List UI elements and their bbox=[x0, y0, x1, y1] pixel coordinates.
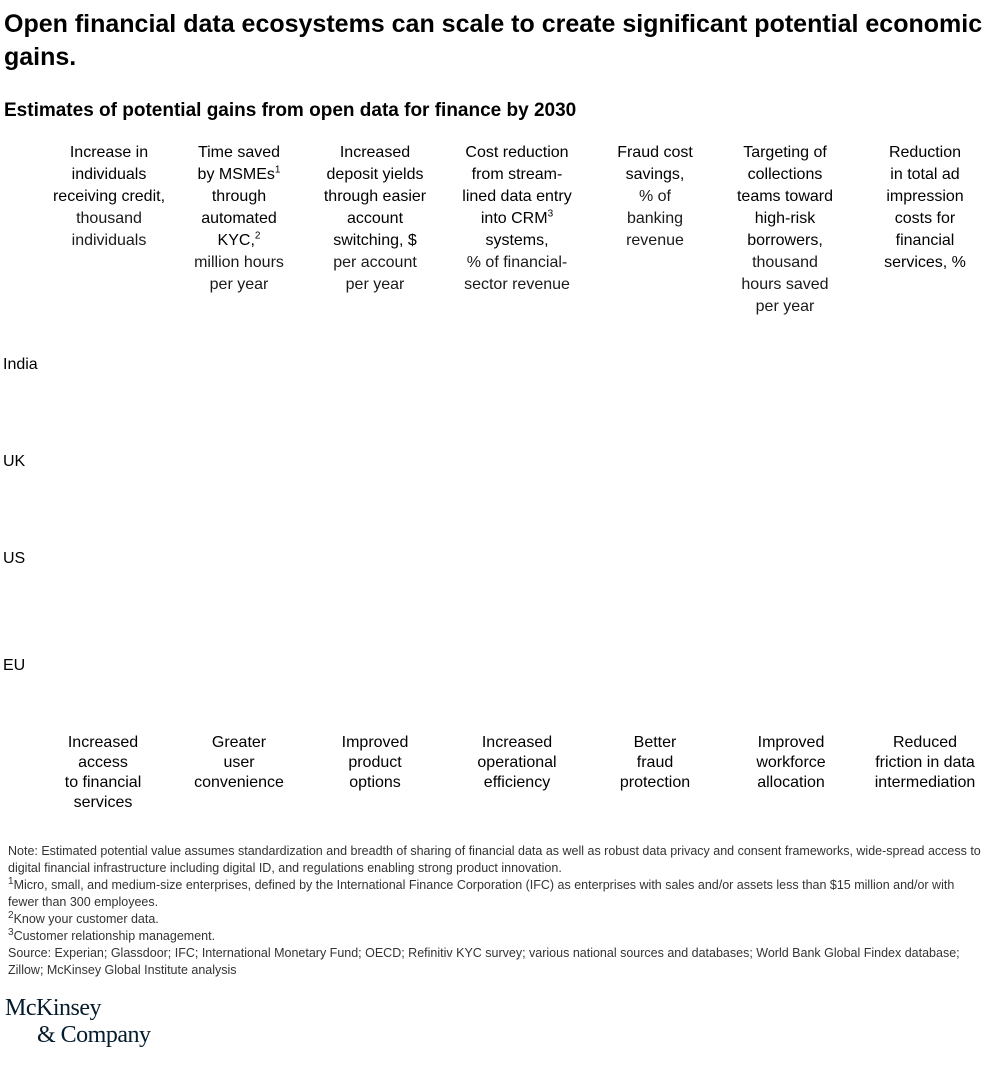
category-line: access bbox=[78, 754, 128, 771]
column-category-6 bbox=[741, 733, 841, 793]
category-line: Reduced bbox=[892, 734, 958, 751]
category-line: friction in data bbox=[875, 754, 975, 771]
row-label-uk: UK bbox=[3, 453, 26, 470]
column-metric-line: Fraud cost bbox=[617, 144, 693, 161]
column-unit-line: hours saved bbox=[741, 276, 829, 293]
column-metric-line: by MSMEs$^1$ bbox=[197, 164, 281, 183]
logo-line-2: & Company bbox=[37, 1022, 151, 1048]
column-category-2 bbox=[184, 733, 294, 793]
category-line: user bbox=[223, 754, 255, 771]
column-header-1 bbox=[34, 142, 184, 252]
column-category-3 bbox=[320, 733, 430, 793]
category-line: Increased bbox=[67, 734, 139, 751]
column-metric-line: savings, bbox=[625, 166, 685, 183]
category-line: options bbox=[349, 774, 401, 791]
column-header-3 bbox=[310, 142, 440, 296]
column-unit-line: per year bbox=[209, 276, 269, 293]
category-line: efficiency bbox=[483, 774, 551, 791]
category-line: Greater bbox=[211, 734, 267, 751]
category-line: protection bbox=[619, 774, 691, 791]
footnote-3: $^3$Customer relationship management. bbox=[8, 926, 216, 943]
column-unit-line: individuals bbox=[71, 232, 147, 249]
column-metric-line: Increased bbox=[339, 144, 411, 161]
column-header-6 bbox=[720, 142, 850, 318]
category-line: Improved bbox=[341, 734, 409, 751]
column-header-2 bbox=[179, 142, 299, 296]
column-metric-line: Cost reduction bbox=[465, 144, 569, 161]
column-metric-line: Reduction bbox=[888, 144, 962, 161]
column-unit-line: thousand bbox=[752, 254, 818, 271]
column-metric-line: from stream- bbox=[471, 166, 563, 183]
logo-line-1: McKinsey bbox=[5, 995, 101, 1021]
column-category-7 bbox=[860, 733, 990, 793]
column-unit-line: revenue bbox=[626, 232, 684, 249]
column-metric-line: receiving credit, bbox=[52, 188, 166, 205]
column-unit-line: % of bbox=[638, 188, 671, 205]
category-line: intermediation bbox=[874, 774, 976, 791]
column-unit-line: million hours bbox=[194, 254, 284, 271]
category-line: workforce bbox=[756, 754, 826, 771]
column-metric-line: KYC,$^2$ bbox=[217, 230, 261, 249]
column-category-5 bbox=[605, 733, 705, 793]
column-metric-line: Time saved bbox=[197, 144, 281, 161]
column-metric-line: financial bbox=[895, 232, 955, 249]
column-metric-line: high-risk bbox=[754, 210, 816, 227]
column-header-7 bbox=[865, 142, 985, 274]
column-metric-line: collections bbox=[747, 166, 823, 183]
mckinsey-logo bbox=[5, 995, 151, 1049]
chart-title: Estimates of potential gains from open data for finance by 2030 bbox=[4, 100, 577, 121]
footnote-marker: 2 bbox=[254, 230, 261, 242]
column-metric-line: automated bbox=[201, 210, 277, 227]
column-metric-line: Targeting of bbox=[743, 144, 827, 161]
column-header-5 bbox=[600, 142, 710, 252]
column-unit-line: banking bbox=[626, 210, 684, 227]
source-text: Source: Experian; Glassdoor; IFC; International Monetary Fund; OECD; Refinitiv KYC survey; various national sources and databases; World Bank Global Findex database; Zillow; McKinsey Global Institute analysis bbox=[8, 946, 960, 977]
row-label-us: US bbox=[3, 550, 26, 567]
column-metric-line: impression bbox=[886, 188, 964, 205]
column-unit-line: thousand bbox=[76, 210, 142, 227]
column-metric-line: Increase in bbox=[69, 144, 149, 161]
column-metric-line: in total ad bbox=[890, 166, 960, 183]
headline: Open financial data ecosystems can scale to create significant potential economic gains. bbox=[4, 10, 983, 71]
footnote-marker: 1 bbox=[274, 164, 281, 176]
category-line: Increased bbox=[481, 734, 553, 751]
column-category-1 bbox=[48, 733, 158, 813]
column-metric-line: individuals bbox=[71, 166, 147, 183]
column-metric-line: borrowers, bbox=[747, 232, 823, 249]
category-line: fraud bbox=[636, 754, 674, 771]
footnotes bbox=[8, 843, 983, 979]
category-line: convenience bbox=[194, 774, 284, 791]
category-line: allocation bbox=[757, 774, 825, 791]
column-header-4 bbox=[447, 142, 587, 296]
column-metric-line: systems, bbox=[485, 232, 549, 249]
category-line: product bbox=[348, 754, 402, 771]
row-label-india: India bbox=[3, 356, 38, 373]
column-metric-line: teams toward bbox=[736, 188, 834, 205]
column-metric-line: services, % bbox=[884, 254, 966, 271]
category-line: services bbox=[73, 794, 133, 811]
footnote-1: $^1$Micro, small, and medium-size enterprises, defined by the International Finance Corporation (IFC) as enterprises with sales and/or assets less than $15 million and/or with fewer than 300 employees. bbox=[8, 875, 955, 909]
category-line: Better bbox=[633, 734, 677, 751]
column-unit-line: per account bbox=[333, 254, 417, 271]
column-unit-line: per year bbox=[755, 298, 815, 315]
column-metric-line: deposit yields bbox=[326, 166, 424, 183]
column-metric-line: switching, $ bbox=[333, 232, 417, 249]
category-line: operational bbox=[477, 754, 557, 771]
category-line: Improved bbox=[757, 734, 825, 751]
column-metric-line: costs for bbox=[894, 210, 956, 227]
footnote-marker: 3 bbox=[547, 208, 554, 220]
column-unit-line: per year bbox=[345, 276, 405, 293]
column-metric-line: through easier bbox=[323, 188, 427, 205]
column-category-4 bbox=[457, 733, 577, 793]
row-label-eu: EU bbox=[3, 657, 26, 674]
category-line: to financial bbox=[64, 774, 142, 791]
footnote-2: $^2$Know your customer data. bbox=[8, 909, 159, 926]
note-text: Note: Estimated potential value assumes standardization and breadth of sharing of financial data as well as robust data privacy and consent frameworks, wide-spread access to digital financial infrastructure including digital ID, and regulations enabling strong product innovation. bbox=[8, 844, 981, 875]
column-metric-line: into CRM$^3$ bbox=[480, 208, 554, 227]
column-unit-line: % of financial- bbox=[466, 254, 568, 271]
column-metric-line: account bbox=[346, 210, 404, 227]
column-metric-line: lined data entry bbox=[462, 188, 572, 205]
column-unit-line: sector revenue bbox=[464, 276, 570, 293]
column-metric-line: through bbox=[211, 188, 267, 205]
